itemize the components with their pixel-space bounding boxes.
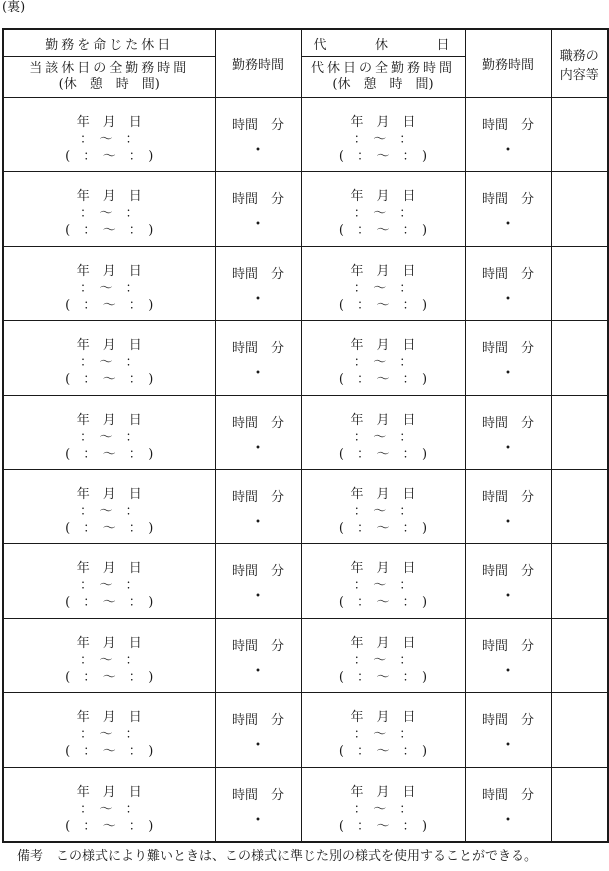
header-duties-line1: 職務の (559, 48, 599, 64)
duration-line: 時間 分 (231, 787, 284, 803)
substitute-work-hours-cell[interactable] (465, 693, 551, 767)
decimal-dot: ・ (499, 140, 516, 159)
decimal-dot: ・ (499, 735, 516, 755)
date-line: 年 月 日 (76, 263, 142, 279)
holiday-work-hours-cell[interactable] (215, 172, 301, 246)
substitute-date-time-cell[interactable] (301, 693, 465, 767)
substitute-date-time-cell[interactable] (301, 469, 465, 543)
header-substitute-holiday (301, 29, 465, 57)
date-line: 年 月 日 (76, 412, 142, 428)
duration-line: 時間 分 (231, 266, 284, 282)
break-range-line: ( ： ～ ： ) (65, 520, 154, 536)
decimal-dot: ・ (249, 363, 266, 383)
table-row (3, 544, 608, 618)
duration-line: 時間 分 (481, 787, 534, 803)
holiday-work-hours-cell[interactable] (215, 767, 301, 842)
holiday-work-hours-cell[interactable] (215, 246, 301, 320)
table-row (3, 172, 608, 246)
header-duties-line2: 内容等 (559, 67, 599, 83)
substitute-date-time-cell[interactable] (301, 246, 465, 320)
holiday-work-hours-cell[interactable] (215, 469, 301, 543)
date-line: 年 月 日 (350, 784, 416, 800)
duties-cell[interactable] (551, 246, 608, 320)
time-range-line: ： ～ ： (79, 355, 139, 371)
duration-line: 時間 分 (481, 564, 534, 580)
header-holiday-total-hours (3, 57, 215, 98)
duties-cell[interactable] (551, 395, 608, 469)
duties-cell[interactable] (551, 767, 608, 842)
break-range-line: ( ： ～ ： ) (338, 744, 428, 760)
holiday-date-time-cell[interactable] (3, 693, 215, 767)
date-line: 年 月 日 (350, 710, 416, 726)
header-substitute-char-2: 休 (374, 37, 391, 53)
substitute-date-time-cell[interactable] (301, 395, 465, 469)
date-line: 年 月 日 (350, 115, 416, 130)
time-range-line: ： ～ ： (353, 727, 413, 743)
header-work-hours-1: 勤務時間 (215, 29, 301, 98)
header-holiday-total-line2: (休 憩 時 間) (58, 77, 160, 92)
substitute-work-hours-cell[interactable] (465, 395, 551, 469)
date-line: 年 月 日 (350, 412, 416, 428)
table-row (3, 98, 608, 172)
duration-line: 時間 分 (231, 564, 284, 580)
substitute-work-hours-cell[interactable] (465, 469, 551, 543)
break-range-line: ( ： ～ ： ) (338, 297, 428, 313)
holiday-work-hours-cell[interactable] (215, 544, 301, 618)
duties-cell[interactable] (551, 544, 608, 618)
substitute-work-hours-cell[interactable] (465, 321, 551, 395)
duration-line: 時間 分 (481, 192, 534, 208)
break-range-line: ( ： ～ ： ) (338, 223, 428, 239)
header-substitute-char-3: 日 (436, 37, 453, 53)
substitute-work-hours-cell[interactable] (465, 246, 551, 320)
duration-line: 時間 分 (481, 713, 534, 729)
time-range-line: ： ～ ： (353, 652, 413, 668)
date-line: 年 月 日 (350, 486, 416, 502)
substitute-work-hours-cell[interactable] (465, 544, 551, 618)
break-range-line: ( ： ～ ： ) (65, 744, 154, 760)
table-row (3, 767, 608, 842)
date-line: 年 月 日 (76, 486, 142, 502)
break-range-line: ( ： ～ ： ) (65, 446, 154, 462)
decimal-dot: ・ (249, 735, 266, 755)
substitute-date-time-cell[interactable] (301, 172, 465, 246)
substitute-work-hours-cell[interactable] (465, 98, 551, 172)
break-range-line: ( ： ～ ： ) (65, 595, 154, 611)
duties-cell[interactable] (551, 321, 608, 395)
time-range-line: ： ～ ： (353, 578, 413, 594)
date-line: 年 月 日 (76, 784, 142, 800)
substitute-date-time-cell[interactable] (301, 98, 465, 172)
duration-line: 時間 分 (231, 118, 284, 133)
break-range-line: ( ： ～ ： ) (338, 669, 428, 685)
table-row (3, 618, 608, 692)
date-line: 年 月 日 (350, 189, 416, 205)
substitute-date-time-cell[interactable] (301, 321, 465, 395)
time-range-line: ： ～ ： (79, 503, 139, 519)
decimal-dot: ・ (249, 660, 266, 680)
holiday-date-time-cell[interactable] (3, 767, 215, 842)
table-row (3, 693, 608, 767)
page-label-reverse: (裏) (2, 0, 26, 15)
time-range-line: ： ～ ： (353, 801, 413, 817)
substitute-date-time-cell[interactable] (301, 767, 465, 842)
break-range-line: ( ： ～ ： ) (65, 297, 154, 313)
time-range-line: ： ～ ： (79, 652, 139, 668)
substitute-date-time-cell[interactable] (301, 544, 465, 618)
break-range-line: ( ： ～ ： ) (338, 372, 428, 388)
date-line: 年 月 日 (350, 338, 416, 354)
duties-cell[interactable] (551, 618, 608, 692)
decimal-dot: ・ (499, 214, 516, 234)
decimal-dot: ・ (249, 214, 266, 234)
duties-cell[interactable] (551, 172, 608, 246)
break-range-line: ( ： ～ ： ) (65, 818, 154, 834)
decimal-dot: ・ (249, 288, 266, 308)
holiday-work-hours-cell[interactable] (215, 321, 301, 395)
date-line: 年 月 日 (350, 561, 416, 577)
decimal-dot: ・ (499, 586, 516, 606)
time-range-line: ： ～ ： (79, 801, 139, 817)
holiday-date-time-cell[interactable] (3, 98, 215, 172)
substitute-date-time-cell[interactable] (301, 618, 465, 692)
date-line: 年 月 日 (350, 263, 416, 279)
time-range-line: ： ～ ： (79, 578, 139, 594)
time-range-line: ： ～ ： (79, 727, 139, 743)
duration-line: 時間 分 (481, 341, 534, 357)
holiday-date-time-cell[interactable] (3, 395, 215, 469)
holiday-date-time-cell[interactable] (3, 172, 215, 246)
time-range-line: ： ～ ： (353, 280, 413, 296)
table-row (3, 469, 608, 543)
break-range-line: ( ： ～ ： ) (65, 223, 154, 239)
decimal-dot: ・ (499, 363, 516, 383)
decimal-dot: ・ (249, 511, 266, 531)
holiday-work-hours-cell[interactable] (215, 618, 301, 692)
decimal-dot: ・ (499, 660, 516, 680)
decimal-dot: ・ (249, 809, 266, 829)
date-line: 年 月 日 (76, 635, 142, 651)
header-substitute-total-hours (301, 57, 465, 98)
remark-note: 備考 この様式により難いときは、この様式に準じた別の様式を使用することができる。 (17, 849, 538, 864)
time-range-line: ： ～ ： (353, 206, 413, 222)
time-range-line: ： ～ ： (79, 132, 139, 147)
table-row (3, 246, 608, 320)
date-line: 年 月 日 (76, 189, 142, 205)
duration-line: 時間 分 (481, 266, 534, 282)
date-line: 年 月 日 (76, 338, 142, 354)
break-range-line: ( ： ～ ： ) (338, 818, 428, 834)
duties-cell[interactable] (551, 469, 608, 543)
substitute-work-hours-cell[interactable] (465, 767, 551, 842)
holiday-work-hours-cell[interactable] (215, 395, 301, 469)
table-row (3, 395, 608, 469)
duration-line: 時間 分 (481, 415, 534, 431)
date-line: 年 月 日 (76, 561, 142, 577)
substitute-work-hours-cell[interactable] (465, 172, 551, 246)
substitute-work-hours-cell[interactable] (465, 618, 551, 692)
header-holiday-total-line1: 当該休日の全勤務時間 (29, 61, 190, 76)
date-line: 年 月 日 (76, 710, 142, 726)
header-work-hours-2: 勤務時間 (465, 29, 551, 98)
header-substitute-char-1: 代 (313, 37, 330, 53)
decimal-dot: ・ (249, 586, 266, 606)
duration-line: 時間 分 (481, 118, 534, 133)
holiday-date-time-cell[interactable] (3, 544, 215, 618)
duration-line: 時間 分 (231, 192, 284, 208)
decimal-dot: ・ (249, 437, 266, 457)
duration-line: 時間 分 (231, 341, 284, 357)
decimal-dot: ・ (499, 437, 516, 457)
decimal-dot: ・ (499, 288, 516, 308)
holiday-work-form-table (2, 28, 609, 843)
break-range-line: ( ： ～ ： ) (65, 372, 154, 388)
holiday-work-hours-cell[interactable] (215, 693, 301, 767)
duration-line: 時間 分 (481, 489, 534, 505)
time-range-line: ： ～ ： (79, 280, 139, 296)
header-substitute-total-line1: 代休日の全勤務時間 (310, 61, 455, 76)
header-assigned-holiday: 勤務を命じた休日 (3, 29, 215, 57)
duration-line: 時間 分 (231, 713, 284, 729)
break-range-line: ( ： ～ ： ) (338, 520, 428, 536)
time-range-line: ： ～ ： (353, 355, 413, 371)
break-range-line: ( ： ～ ： ) (65, 149, 154, 164)
time-range-line: ： ～ ： (79, 429, 139, 445)
duties-cell[interactable] (551, 693, 608, 767)
holiday-date-time-cell[interactable] (3, 321, 215, 395)
time-range-line: ： ～ ： (353, 132, 413, 147)
duration-line: 時間 分 (231, 415, 284, 431)
time-range-line: ： ～ ： (353, 429, 413, 445)
holiday-date-time-cell[interactable] (3, 618, 215, 692)
decimal-dot: ・ (249, 140, 266, 159)
holiday-date-time-cell[interactable] (3, 469, 215, 543)
date-line: 年 月 日 (350, 635, 416, 651)
header-substitute-total-line2: (休 憩 時 間) (332, 77, 434, 92)
holiday-work-hours-cell[interactable] (215, 98, 301, 172)
break-range-line: ( ： ～ ： ) (338, 446, 428, 462)
duration-line: 時間 分 (231, 489, 284, 505)
time-range-line: ： ～ ： (79, 206, 139, 222)
duration-line: 時間 分 (481, 638, 534, 654)
break-range-line: ( ： ～ ： ) (65, 669, 154, 685)
table-row (3, 321, 608, 395)
holiday-date-time-cell[interactable] (3, 246, 215, 320)
time-range-line: ： ～ ： (353, 503, 413, 519)
break-range-line: ( ： ～ ： ) (338, 149, 428, 164)
header-duties (551, 29, 608, 98)
decimal-dot: ・ (499, 809, 516, 829)
duration-line: 時間 分 (231, 638, 284, 654)
break-range-line: ( ： ～ ： ) (338, 595, 428, 611)
decimal-dot: ・ (499, 511, 516, 531)
date-line: 年 月 日 (76, 115, 142, 130)
duties-cell[interactable] (551, 98, 608, 172)
